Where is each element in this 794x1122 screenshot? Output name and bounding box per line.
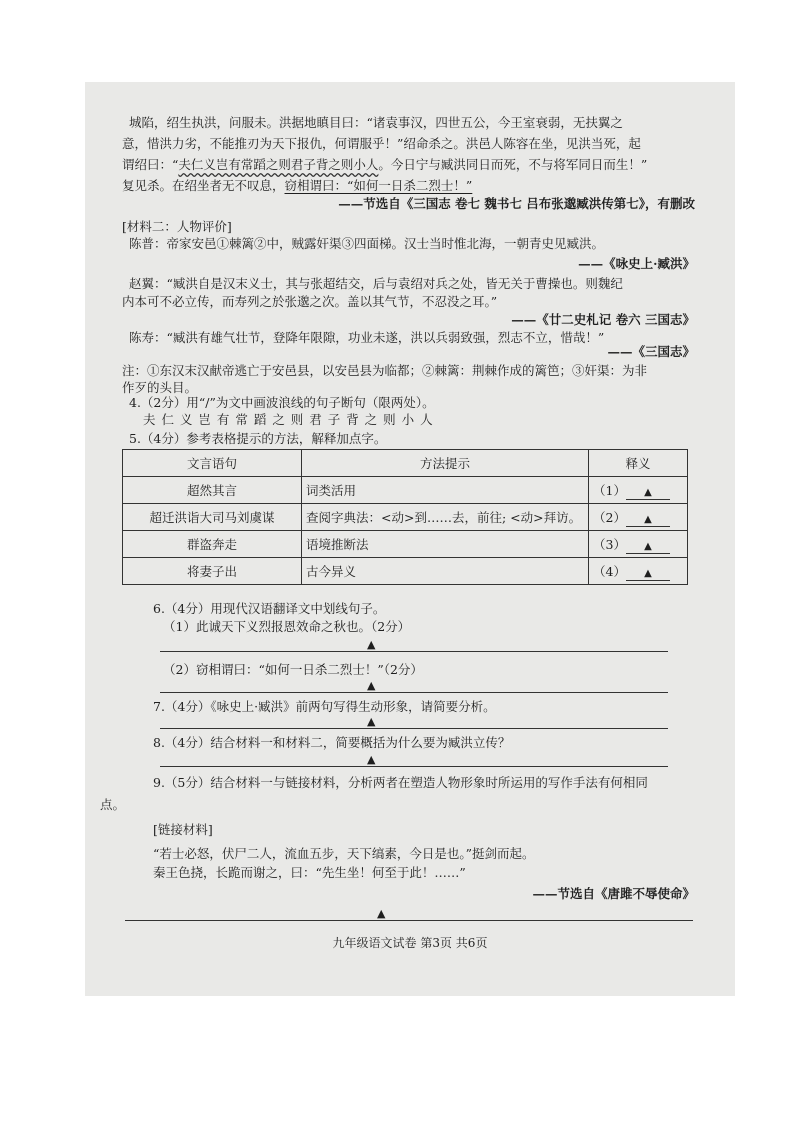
material2-heading: [材料二：人物评价] xyxy=(122,219,232,234)
answer-mark: ▲ xyxy=(367,638,376,651)
zhaoyi-evaluation: 赵翼：“臧洪自是汉末义士，其与张超结交，后与袁绍对兵之处，皆无关于曹操也。则魏纪 xyxy=(129,276,623,291)
answer-cell[interactable]: （1） ▲ xyxy=(589,477,688,504)
answer-cell[interactable]: （2） ▲ xyxy=(589,504,688,531)
table-cell: 群盗奔走 xyxy=(123,531,302,558)
chenshou-source: ——《三国志》 xyxy=(607,344,695,359)
passage-line: 意，惜洪力劣，不能推刃为天下报仇，何谓服乎！”绍命杀之。洪邑人陈容在坐，见洪当死，起 xyxy=(122,136,641,151)
passage-text: 复见杀。在绍坐者无不叹息， xyxy=(122,178,285,193)
answer-cell[interactable]: （4） ▲ xyxy=(589,558,688,585)
table-cell: 古今异义 xyxy=(302,558,589,585)
table-row xyxy=(123,531,688,558)
answer-cell[interactable]: （3） ▲ xyxy=(589,531,688,558)
answer-line[interactable] xyxy=(160,651,668,652)
link-source: ——节选自《唐雎不辱使命》 xyxy=(532,886,695,901)
answer-line[interactable] xyxy=(160,728,668,729)
underlined-sentence: 窃相谓曰：“如何一日杀二烈士！” xyxy=(284,178,473,193)
chenpu-evaluation: 陈普：帝家安邑①棘篱②中，贼露奸渠③四面梯。汉士当时惟北海，一朝青史见臧洪。 xyxy=(129,236,605,251)
answer-mark: ▲ xyxy=(367,679,376,692)
page-footer: 九年级语文试卷 第3页 共6页 xyxy=(332,936,488,950)
chenshou-evaluation: 陈寿：“臧洪有雄气壮节，登降年限隙，功业未遂，洪以兵弱致强，烈志不立，惜哉！” xyxy=(129,330,605,345)
notes-line: 作歹的头目。 xyxy=(122,380,198,395)
table-cell: 超迁洪诣大司马刘虞谋 xyxy=(123,504,302,531)
table-row xyxy=(123,558,688,585)
table-row xyxy=(123,477,688,504)
answer-mark: ▲ xyxy=(367,753,376,766)
zhaoyi-source: ——《廿二史札记 卷六 三国志》 xyxy=(511,312,695,327)
notes-line: 注：①东汉末汉献帝逃亡于安邑县，以安邑县为临都；②棘篱：荆棘作成的篱笆；③奸渠：为非 xyxy=(122,363,648,378)
question-4: 4.（2分）用“/”为文中画波浪线的句子断句（限两处）。 xyxy=(129,395,435,410)
link-heading: [链接材料] xyxy=(153,822,213,837)
method-table xyxy=(122,449,688,585)
answer-line[interactable] xyxy=(160,766,668,767)
table-cell: 将妻子出 xyxy=(123,558,302,585)
link-line: “若士必怒，伏尸二人，流血五步，天下缟素，今日是也。”挺剑而起。 xyxy=(153,846,535,861)
question-6-sub2: （2）窃相谓曰：“如何一日杀二烈士！”（2分） xyxy=(163,662,423,677)
question-6-sub1: （1）此诚天下义烈报恩效命之秋也。（2分） xyxy=(163,619,411,634)
answer-line[interactable] xyxy=(125,920,693,921)
question-6: 6.（4分）用现代汉语翻译文中划线句子。 xyxy=(153,601,386,616)
table-header: 文言语句 xyxy=(123,450,302,477)
table-header: 释义 xyxy=(589,450,688,477)
table-header-row xyxy=(123,450,688,477)
question-9-cont: 点。 xyxy=(100,797,126,812)
question-4-sentence: 夫 仁 义 岂 有 常 蹈 之 则 君 子 背 之 则 小 人 xyxy=(143,412,434,427)
passage-line xyxy=(122,178,472,194)
answer-line[interactable] xyxy=(160,692,668,693)
question-5: 5.（4分）参考表格提示的方法，解释加点字。 xyxy=(129,431,387,446)
answer-mark: ▲ xyxy=(367,715,376,728)
question-8: 8.（4分）结合材料一和材料二，简要概括为什么要为臧洪立传？ xyxy=(153,735,511,750)
question-9: 9.（5分）结合材料一与链接材料，分析两者在塑造人物形象时所运用的写作手法有何相同 xyxy=(153,775,648,790)
table-cell: 超然其言 xyxy=(123,477,302,504)
passage-line-wavy: 谓绍曰：“夫仁义岂有常蹈之则君子背之则小人。今日宁与臧洪同日而死，不与将军同日而生！” xyxy=(122,157,648,172)
answer-mark: ▲ xyxy=(377,907,386,920)
passage-line: 城陷，绍生执洪，问服未。洪据地瞋目曰：“诸袁事汉，四世五公，今王室衰弱，无扶翼之 xyxy=(129,115,623,130)
zhaoyi-evaluation-cont: 内本可不必立传，而寿列之於张邈之次。盖以其气节，不忍没之耳。” xyxy=(122,294,498,309)
table-row xyxy=(123,504,688,531)
exam-page xyxy=(85,82,735,996)
passage-source: ——节选自《三国志 卷七 魏书七 吕布张邈臧洪传第七》，有删改 xyxy=(338,196,695,211)
link-line: 秦王色挠，长跪而谢之，曰：“先生坐！何至于此！……” xyxy=(153,865,466,880)
chenpu-source: ——《咏史上·臧洪》 xyxy=(578,256,695,271)
table-cell: 查阅字典法：<动>到……去，前往; <动>拜访。 xyxy=(302,504,589,531)
table-header: 方法提示 xyxy=(302,450,589,477)
table-cell: 语境推断法 xyxy=(302,531,589,558)
question-7: 7.（4分）《咏史上·臧洪》前两句写得生动形象，请简要分析。 xyxy=(153,699,496,714)
table-cell: 词类活用 xyxy=(302,477,589,504)
